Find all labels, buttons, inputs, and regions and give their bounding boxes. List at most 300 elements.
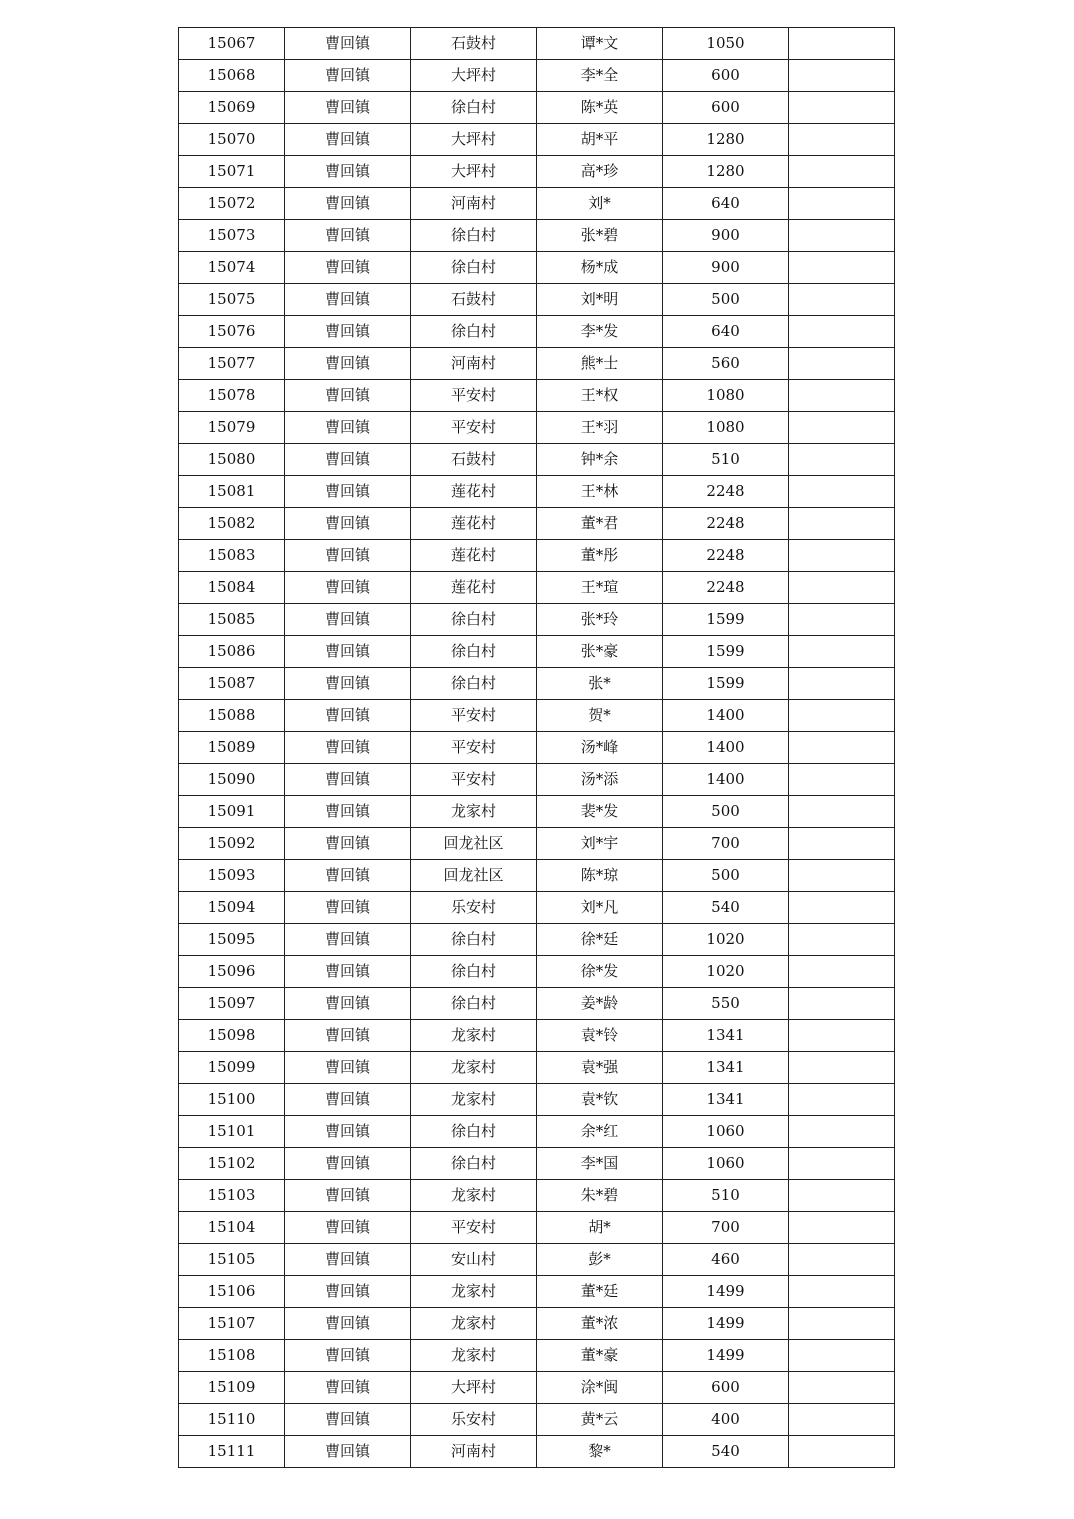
table-row (179, 476, 895, 508)
town-cell: 曹回镇 (285, 1212, 411, 1244)
name-cell: 胡*平 (537, 124, 663, 156)
amount-cell: 460 (663, 1244, 789, 1276)
name-cell: 董*廷 (537, 1276, 663, 1308)
note-cell (789, 1404, 895, 1436)
note-cell (789, 1116, 895, 1148)
village-cell: 大坪村 (411, 1372, 537, 1404)
note-cell (789, 28, 895, 60)
town-cell: 曹回镇 (285, 1180, 411, 1212)
amount-cell: 1280 (663, 124, 789, 156)
note-cell (789, 764, 895, 796)
table-row (179, 1244, 895, 1276)
table-row (179, 156, 895, 188)
village-cell: 回龙社区 (411, 860, 537, 892)
note-cell (789, 1244, 895, 1276)
town-cell: 曹回镇 (285, 796, 411, 828)
table-row (179, 1116, 895, 1148)
town-cell: 曹回镇 (285, 1436, 411, 1468)
name-cell: 朱*碧 (537, 1180, 663, 1212)
note-cell (789, 1372, 895, 1404)
row-number-cell: 15077 (179, 348, 285, 380)
village-cell: 平安村 (411, 380, 537, 412)
amount-cell: 1341 (663, 1020, 789, 1052)
row-number-cell: 15099 (179, 1052, 285, 1084)
amount-cell: 600 (663, 60, 789, 92)
name-cell: 姜*龄 (537, 988, 663, 1020)
note-cell (789, 924, 895, 956)
amount-cell: 900 (663, 220, 789, 252)
row-number-cell: 15086 (179, 636, 285, 668)
subsidy-table (178, 27, 895, 1468)
name-cell: 董*彤 (537, 540, 663, 572)
village-cell: 回龙社区 (411, 828, 537, 860)
name-cell: 董*君 (537, 508, 663, 540)
name-cell: 黎* (537, 1436, 663, 1468)
name-cell: 徐*廷 (537, 924, 663, 956)
row-number-cell: 15072 (179, 188, 285, 220)
row-number-cell: 15088 (179, 700, 285, 732)
town-cell: 曹回镇 (285, 572, 411, 604)
name-cell: 钟*余 (537, 444, 663, 476)
name-cell: 李*国 (537, 1148, 663, 1180)
row-number-cell: 15075 (179, 284, 285, 316)
name-cell: 谭*文 (537, 28, 663, 60)
row-number-cell: 15070 (179, 124, 285, 156)
town-cell: 曹回镇 (285, 860, 411, 892)
village-cell: 徐白村 (411, 316, 537, 348)
amount-cell: 700 (663, 1212, 789, 1244)
row-number-cell: 15090 (179, 764, 285, 796)
name-cell: 刘*明 (537, 284, 663, 316)
row-number-cell: 15073 (179, 220, 285, 252)
row-number-cell: 15089 (179, 732, 285, 764)
table-row (179, 28, 895, 60)
amount-cell: 700 (663, 828, 789, 860)
table-row (179, 252, 895, 284)
note-cell (789, 1308, 895, 1340)
village-cell: 河南村 (411, 1436, 537, 1468)
row-number-cell: 15105 (179, 1244, 285, 1276)
village-cell: 平安村 (411, 732, 537, 764)
name-cell: 贺* (537, 700, 663, 732)
town-cell: 曹回镇 (285, 636, 411, 668)
name-cell: 李*全 (537, 60, 663, 92)
row-number-cell: 15108 (179, 1340, 285, 1372)
amount-cell: 1400 (663, 764, 789, 796)
note-cell (789, 1276, 895, 1308)
town-cell: 曹回镇 (285, 92, 411, 124)
town-cell: 曹回镇 (285, 252, 411, 284)
table-row (179, 1180, 895, 1212)
table-row (179, 1340, 895, 1372)
row-number-cell: 15084 (179, 572, 285, 604)
note-cell (789, 892, 895, 924)
name-cell: 张*豪 (537, 636, 663, 668)
amount-cell: 1020 (663, 924, 789, 956)
town-cell: 曹回镇 (285, 1372, 411, 1404)
table-row (179, 668, 895, 700)
table-row (179, 732, 895, 764)
village-cell: 平安村 (411, 700, 537, 732)
table-row (179, 1404, 895, 1436)
town-cell: 曹回镇 (285, 1148, 411, 1180)
name-cell: 陈*英 (537, 92, 663, 124)
village-cell: 龙家村 (411, 1020, 537, 1052)
amount-cell: 1499 (663, 1308, 789, 1340)
amount-cell: 1499 (663, 1276, 789, 1308)
row-number-cell: 15101 (179, 1116, 285, 1148)
amount-cell: 2248 (663, 540, 789, 572)
note-cell (789, 860, 895, 892)
name-cell: 张*碧 (537, 220, 663, 252)
village-cell: 徐白村 (411, 604, 537, 636)
table-row (179, 700, 895, 732)
name-cell: 刘*凡 (537, 892, 663, 924)
town-cell: 曹回镇 (285, 700, 411, 732)
village-cell: 龙家村 (411, 1276, 537, 1308)
amount-cell: 2248 (663, 572, 789, 604)
table-row (179, 1436, 895, 1468)
name-cell: 胡* (537, 1212, 663, 1244)
table-row (179, 540, 895, 572)
table-row (179, 1212, 895, 1244)
table-row (179, 636, 895, 668)
village-cell: 乐安村 (411, 892, 537, 924)
row-number-cell: 15109 (179, 1372, 285, 1404)
name-cell: 彭* (537, 1244, 663, 1276)
amount-cell: 500 (663, 860, 789, 892)
note-cell (789, 444, 895, 476)
town-cell: 曹回镇 (285, 892, 411, 924)
row-number-cell: 15093 (179, 860, 285, 892)
village-cell: 龙家村 (411, 1180, 537, 1212)
table-row (179, 604, 895, 636)
village-cell: 龙家村 (411, 1340, 537, 1372)
town-cell: 曹回镇 (285, 828, 411, 860)
row-number-cell: 15085 (179, 604, 285, 636)
village-cell: 河南村 (411, 188, 537, 220)
village-cell: 大坪村 (411, 60, 537, 92)
note-cell (789, 604, 895, 636)
village-cell: 石鼓村 (411, 284, 537, 316)
town-cell: 曹回镇 (285, 348, 411, 380)
note-cell (789, 92, 895, 124)
village-cell: 河南村 (411, 348, 537, 380)
name-cell: 袁*强 (537, 1052, 663, 1084)
name-cell: 张*玲 (537, 604, 663, 636)
amount-cell: 1341 (663, 1084, 789, 1116)
town-cell: 曹回镇 (285, 28, 411, 60)
town-cell: 曹回镇 (285, 444, 411, 476)
note-cell (789, 1052, 895, 1084)
note-cell (789, 828, 895, 860)
amount-cell: 1499 (663, 1340, 789, 1372)
name-cell: 高*珍 (537, 156, 663, 188)
table-row (179, 1148, 895, 1180)
note-cell (789, 476, 895, 508)
town-cell: 曹回镇 (285, 220, 411, 252)
amount-cell: 510 (663, 1180, 789, 1212)
row-number-cell: 15107 (179, 1308, 285, 1340)
row-number-cell: 15106 (179, 1276, 285, 1308)
name-cell: 袁*铃 (537, 1020, 663, 1052)
name-cell: 徐*发 (537, 956, 663, 988)
row-number-cell: 15069 (179, 92, 285, 124)
amount-cell: 500 (663, 284, 789, 316)
town-cell: 曹回镇 (285, 380, 411, 412)
town-cell: 曹回镇 (285, 956, 411, 988)
name-cell: 余*红 (537, 1116, 663, 1148)
amount-cell: 1050 (663, 28, 789, 60)
row-number-cell: 15079 (179, 412, 285, 444)
note-cell (789, 156, 895, 188)
name-cell: 裴*发 (537, 796, 663, 828)
row-number-cell: 15104 (179, 1212, 285, 1244)
town-cell: 曹回镇 (285, 1340, 411, 1372)
village-cell: 龙家村 (411, 1052, 537, 1084)
note-cell (789, 636, 895, 668)
name-cell: 王*瑄 (537, 572, 663, 604)
table-row (179, 1308, 895, 1340)
name-cell: 熊*士 (537, 348, 663, 380)
village-cell: 徐白村 (411, 1116, 537, 1148)
amount-cell: 1280 (663, 156, 789, 188)
town-cell: 曹回镇 (285, 1404, 411, 1436)
row-number-cell: 15097 (179, 988, 285, 1020)
name-cell: 黄*云 (537, 1404, 663, 1436)
amount-cell: 1080 (663, 412, 789, 444)
village-cell: 大坪村 (411, 156, 537, 188)
table-row (179, 316, 895, 348)
village-cell: 莲花村 (411, 572, 537, 604)
note-cell (789, 124, 895, 156)
town-cell: 曹回镇 (285, 540, 411, 572)
note-cell (789, 508, 895, 540)
table-row (179, 956, 895, 988)
table-body (179, 28, 895, 1468)
table-row (179, 1084, 895, 1116)
village-cell: 平安村 (411, 412, 537, 444)
note-cell (789, 188, 895, 220)
row-number-cell: 15080 (179, 444, 285, 476)
amount-cell: 400 (663, 1404, 789, 1436)
note-cell (789, 220, 895, 252)
note-cell (789, 60, 895, 92)
row-number-cell: 15100 (179, 1084, 285, 1116)
note-cell (789, 796, 895, 828)
note-cell (789, 1084, 895, 1116)
amount-cell: 1400 (663, 732, 789, 764)
name-cell: 汤*峰 (537, 732, 663, 764)
village-cell: 平安村 (411, 764, 537, 796)
table-row (179, 1276, 895, 1308)
name-cell: 王*权 (537, 380, 663, 412)
note-cell (789, 540, 895, 572)
name-cell: 陈*琼 (537, 860, 663, 892)
amount-cell: 560 (663, 348, 789, 380)
village-cell: 徐白村 (411, 668, 537, 700)
amount-cell: 1341 (663, 1052, 789, 1084)
town-cell: 曹回镇 (285, 156, 411, 188)
town-cell: 曹回镇 (285, 188, 411, 220)
table-row (179, 92, 895, 124)
note-cell (789, 348, 895, 380)
row-number-cell: 15110 (179, 1404, 285, 1436)
town-cell: 曹回镇 (285, 316, 411, 348)
row-number-cell: 15095 (179, 924, 285, 956)
table-row (179, 1372, 895, 1404)
name-cell: 刘*宇 (537, 828, 663, 860)
name-cell: 李*发 (537, 316, 663, 348)
village-cell: 徐白村 (411, 1148, 537, 1180)
amount-cell: 1599 (663, 636, 789, 668)
name-cell: 董*浓 (537, 1308, 663, 1340)
name-cell: 涂*闽 (537, 1372, 663, 1404)
town-cell: 曹回镇 (285, 508, 411, 540)
table-row (179, 508, 895, 540)
town-cell: 曹回镇 (285, 1244, 411, 1276)
note-cell (789, 1020, 895, 1052)
table-row (179, 892, 895, 924)
note-cell (789, 700, 895, 732)
name-cell: 王*林 (537, 476, 663, 508)
row-number-cell: 15103 (179, 1180, 285, 1212)
town-cell: 曹回镇 (285, 124, 411, 156)
town-cell: 曹回镇 (285, 1116, 411, 1148)
table-row (179, 924, 895, 956)
table-row (179, 284, 895, 316)
village-cell: 龙家村 (411, 1084, 537, 1116)
name-cell: 汤*添 (537, 764, 663, 796)
note-cell (789, 284, 895, 316)
village-cell: 安山村 (411, 1244, 537, 1276)
row-number-cell: 15098 (179, 1020, 285, 1052)
town-cell: 曹回镇 (285, 604, 411, 636)
village-cell: 莲花村 (411, 476, 537, 508)
amount-cell: 600 (663, 92, 789, 124)
village-cell: 莲花村 (411, 508, 537, 540)
row-number-cell: 15083 (179, 540, 285, 572)
village-cell: 徐白村 (411, 636, 537, 668)
amount-cell: 540 (663, 1436, 789, 1468)
table-row (179, 348, 895, 380)
row-number-cell: 15078 (179, 380, 285, 412)
village-cell: 徐白村 (411, 924, 537, 956)
row-number-cell: 15071 (179, 156, 285, 188)
amount-cell: 1599 (663, 604, 789, 636)
town-cell: 曹回镇 (285, 1084, 411, 1116)
amount-cell: 1060 (663, 1148, 789, 1180)
note-cell (789, 412, 895, 444)
name-cell: 刘* (537, 188, 663, 220)
amount-cell: 510 (663, 444, 789, 476)
amount-cell: 550 (663, 988, 789, 1020)
note-cell (789, 252, 895, 284)
village-cell: 徐白村 (411, 252, 537, 284)
table-row (179, 380, 895, 412)
table-row (179, 412, 895, 444)
town-cell: 曹回镇 (285, 1308, 411, 1340)
note-cell (789, 988, 895, 1020)
amount-cell: 2248 (663, 476, 789, 508)
row-number-cell: 15082 (179, 508, 285, 540)
row-number-cell: 15096 (179, 956, 285, 988)
name-cell: 董*豪 (537, 1340, 663, 1372)
town-cell: 曹回镇 (285, 668, 411, 700)
amount-cell: 500 (663, 796, 789, 828)
note-cell (789, 1180, 895, 1212)
amount-cell: 2248 (663, 508, 789, 540)
village-cell: 平安村 (411, 1212, 537, 1244)
row-number-cell: 15111 (179, 1436, 285, 1468)
village-cell: 莲花村 (411, 540, 537, 572)
amount-cell: 1020 (663, 956, 789, 988)
row-number-cell: 15091 (179, 796, 285, 828)
town-cell: 曹回镇 (285, 1052, 411, 1084)
table-row (179, 860, 895, 892)
note-cell (789, 668, 895, 700)
village-cell: 大坪村 (411, 124, 537, 156)
note-cell (789, 572, 895, 604)
name-cell: 杨*成 (537, 252, 663, 284)
amount-cell: 640 (663, 316, 789, 348)
amount-cell: 600 (663, 1372, 789, 1404)
row-number-cell: 15076 (179, 316, 285, 348)
note-cell (789, 1340, 895, 1372)
amount-cell: 540 (663, 892, 789, 924)
row-number-cell: 15092 (179, 828, 285, 860)
town-cell: 曹回镇 (285, 476, 411, 508)
name-cell: 张* (537, 668, 663, 700)
note-cell (789, 1436, 895, 1468)
table-row (179, 572, 895, 604)
row-number-cell: 15094 (179, 892, 285, 924)
row-number-cell: 15102 (179, 1148, 285, 1180)
row-number-cell: 15067 (179, 28, 285, 60)
town-cell: 曹回镇 (285, 732, 411, 764)
village-cell: 乐安村 (411, 1404, 537, 1436)
amount-cell: 1400 (663, 700, 789, 732)
name-cell: 袁*钦 (537, 1084, 663, 1116)
town-cell: 曹回镇 (285, 1276, 411, 1308)
village-cell: 徐白村 (411, 988, 537, 1020)
name-cell: 王*羽 (537, 412, 663, 444)
table-row (179, 60, 895, 92)
note-cell (789, 956, 895, 988)
village-cell: 龙家村 (411, 1308, 537, 1340)
table-row (179, 764, 895, 796)
village-cell: 龙家村 (411, 796, 537, 828)
table-row (179, 1020, 895, 1052)
village-cell: 徐白村 (411, 220, 537, 252)
table-row (179, 124, 895, 156)
table-row (179, 796, 895, 828)
amount-cell: 1080 (663, 380, 789, 412)
table-row (179, 828, 895, 860)
town-cell: 曹回镇 (285, 764, 411, 796)
note-cell (789, 316, 895, 348)
table-row (179, 988, 895, 1020)
row-number-cell: 15068 (179, 60, 285, 92)
row-number-cell: 15081 (179, 476, 285, 508)
note-cell (789, 1212, 895, 1244)
town-cell: 曹回镇 (285, 60, 411, 92)
village-cell: 石鼓村 (411, 28, 537, 60)
town-cell: 曹回镇 (285, 988, 411, 1020)
note-cell (789, 1148, 895, 1180)
row-number-cell: 15074 (179, 252, 285, 284)
note-cell (789, 380, 895, 412)
